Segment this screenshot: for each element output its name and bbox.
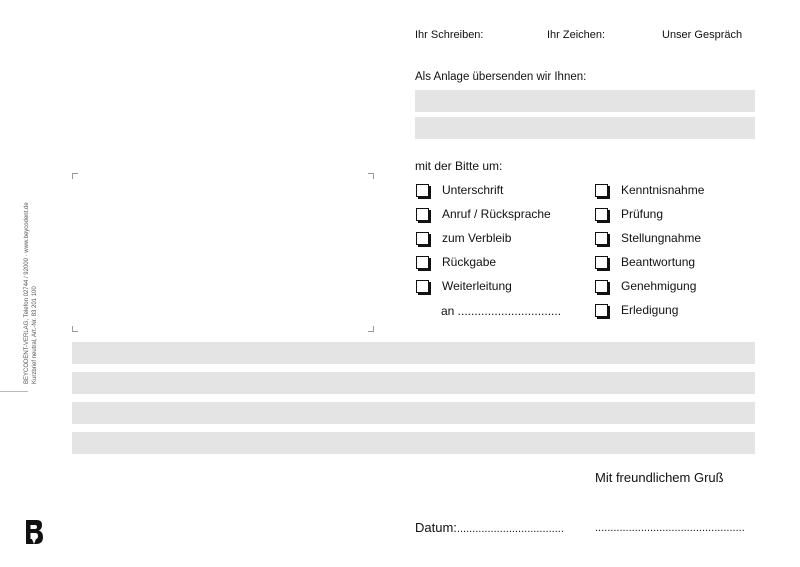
option-zum-verbleib[interactable] bbox=[416, 230, 511, 246]
publisher-line-2: Kurzbrief neutral, Art.-Nr. 83 201 100 bbox=[31, 286, 38, 384]
option-weiterleitung[interactable] bbox=[416, 278, 512, 294]
option-label: Kenntnisnahme bbox=[621, 183, 705, 197]
option-stellungnahme[interactable] bbox=[595, 230, 701, 246]
checkbox-icon[interactable] bbox=[595, 208, 608, 221]
option-label: Beantwortung bbox=[621, 255, 696, 269]
address-window-corner-tl bbox=[72, 173, 78, 179]
anlage-field-1[interactable] bbox=[415, 90, 755, 112]
datum-field[interactable]: ................................... bbox=[456, 523, 564, 535]
beycodent-logo-icon bbox=[24, 519, 44, 545]
checkbox-icon[interactable] bbox=[595, 184, 608, 197]
publisher-info bbox=[24, 202, 39, 384]
checkbox-icon[interactable] bbox=[416, 256, 429, 269]
anlage-label: Als Anlage übersenden wir Ihnen: bbox=[415, 71, 587, 83]
address-window-corner-tr bbox=[368, 173, 374, 179]
option-label: Stellungnahme bbox=[621, 231, 702, 245]
option-unterschrift[interactable] bbox=[416, 182, 503, 198]
weiterleitung-an-field[interactable]: an ............................... bbox=[441, 304, 562, 318]
publisher-line-1: BEYCODENT-VERLAG, Telefon 02744 / 92000 · www.beycodent.de bbox=[24, 202, 30, 384]
option-rueckgabe[interactable] bbox=[416, 254, 496, 270]
checkbox-icon[interactable] bbox=[416, 184, 429, 197]
datum-row bbox=[415, 520, 564, 535]
option-label: Anruf / Rücksprache bbox=[442, 207, 551, 221]
option-genehmigung[interactable] bbox=[595, 278, 696, 294]
signature-field[interactable]: ................................................. bbox=[595, 522, 745, 534]
fold-mark bbox=[0, 391, 28, 392]
option-kenntnisnahme[interactable] bbox=[595, 182, 704, 198]
anlage-field-2[interactable] bbox=[415, 117, 755, 139]
message-field-1[interactable] bbox=[72, 342, 755, 364]
checkbox-icon[interactable] bbox=[416, 280, 429, 293]
option-label: Genehmigung bbox=[621, 279, 697, 293]
message-field-4[interactable] bbox=[72, 432, 755, 454]
option-label: Prüfung bbox=[621, 207, 664, 221]
option-label: Rückgabe bbox=[442, 255, 497, 269]
checkbox-icon[interactable] bbox=[416, 232, 429, 245]
option-anruf-ruecksprache[interactable] bbox=[416, 206, 551, 222]
bitte-label: mit der Bitte um: bbox=[415, 159, 503, 173]
checkbox-icon[interactable] bbox=[595, 256, 608, 269]
option-label: Erledigung bbox=[621, 303, 679, 317]
unser-gespraech-label: Unser Gespräch bbox=[662, 29, 743, 41]
option-label: Weiterleitung bbox=[442, 279, 512, 293]
option-pruefung[interactable] bbox=[595, 206, 663, 222]
checkbox-icon[interactable] bbox=[416, 208, 429, 221]
greeting: Mit freundlichem Gruß bbox=[595, 470, 724, 485]
option-erledigung[interactable] bbox=[595, 302, 678, 318]
message-field-3[interactable] bbox=[72, 402, 755, 424]
option-label: zum Verbleib bbox=[442, 231, 512, 245]
option-beantwortung[interactable] bbox=[595, 254, 695, 270]
datum-label: Datum: bbox=[415, 520, 457, 535]
ihr-schreiben-label: Ihr Schreiben: bbox=[415, 29, 484, 41]
checkbox-icon[interactable] bbox=[595, 232, 608, 245]
checkbox-icon[interactable] bbox=[595, 280, 608, 293]
option-label: Unterschrift bbox=[442, 183, 504, 197]
address-window-corner-bl bbox=[72, 326, 78, 332]
ihr-zeichen-label: Ihr Zeichen: bbox=[547, 29, 606, 41]
checkbox-icon[interactable] bbox=[595, 304, 608, 317]
message-field-2[interactable] bbox=[72, 372, 755, 394]
address-window-corner-br bbox=[368, 326, 374, 332]
